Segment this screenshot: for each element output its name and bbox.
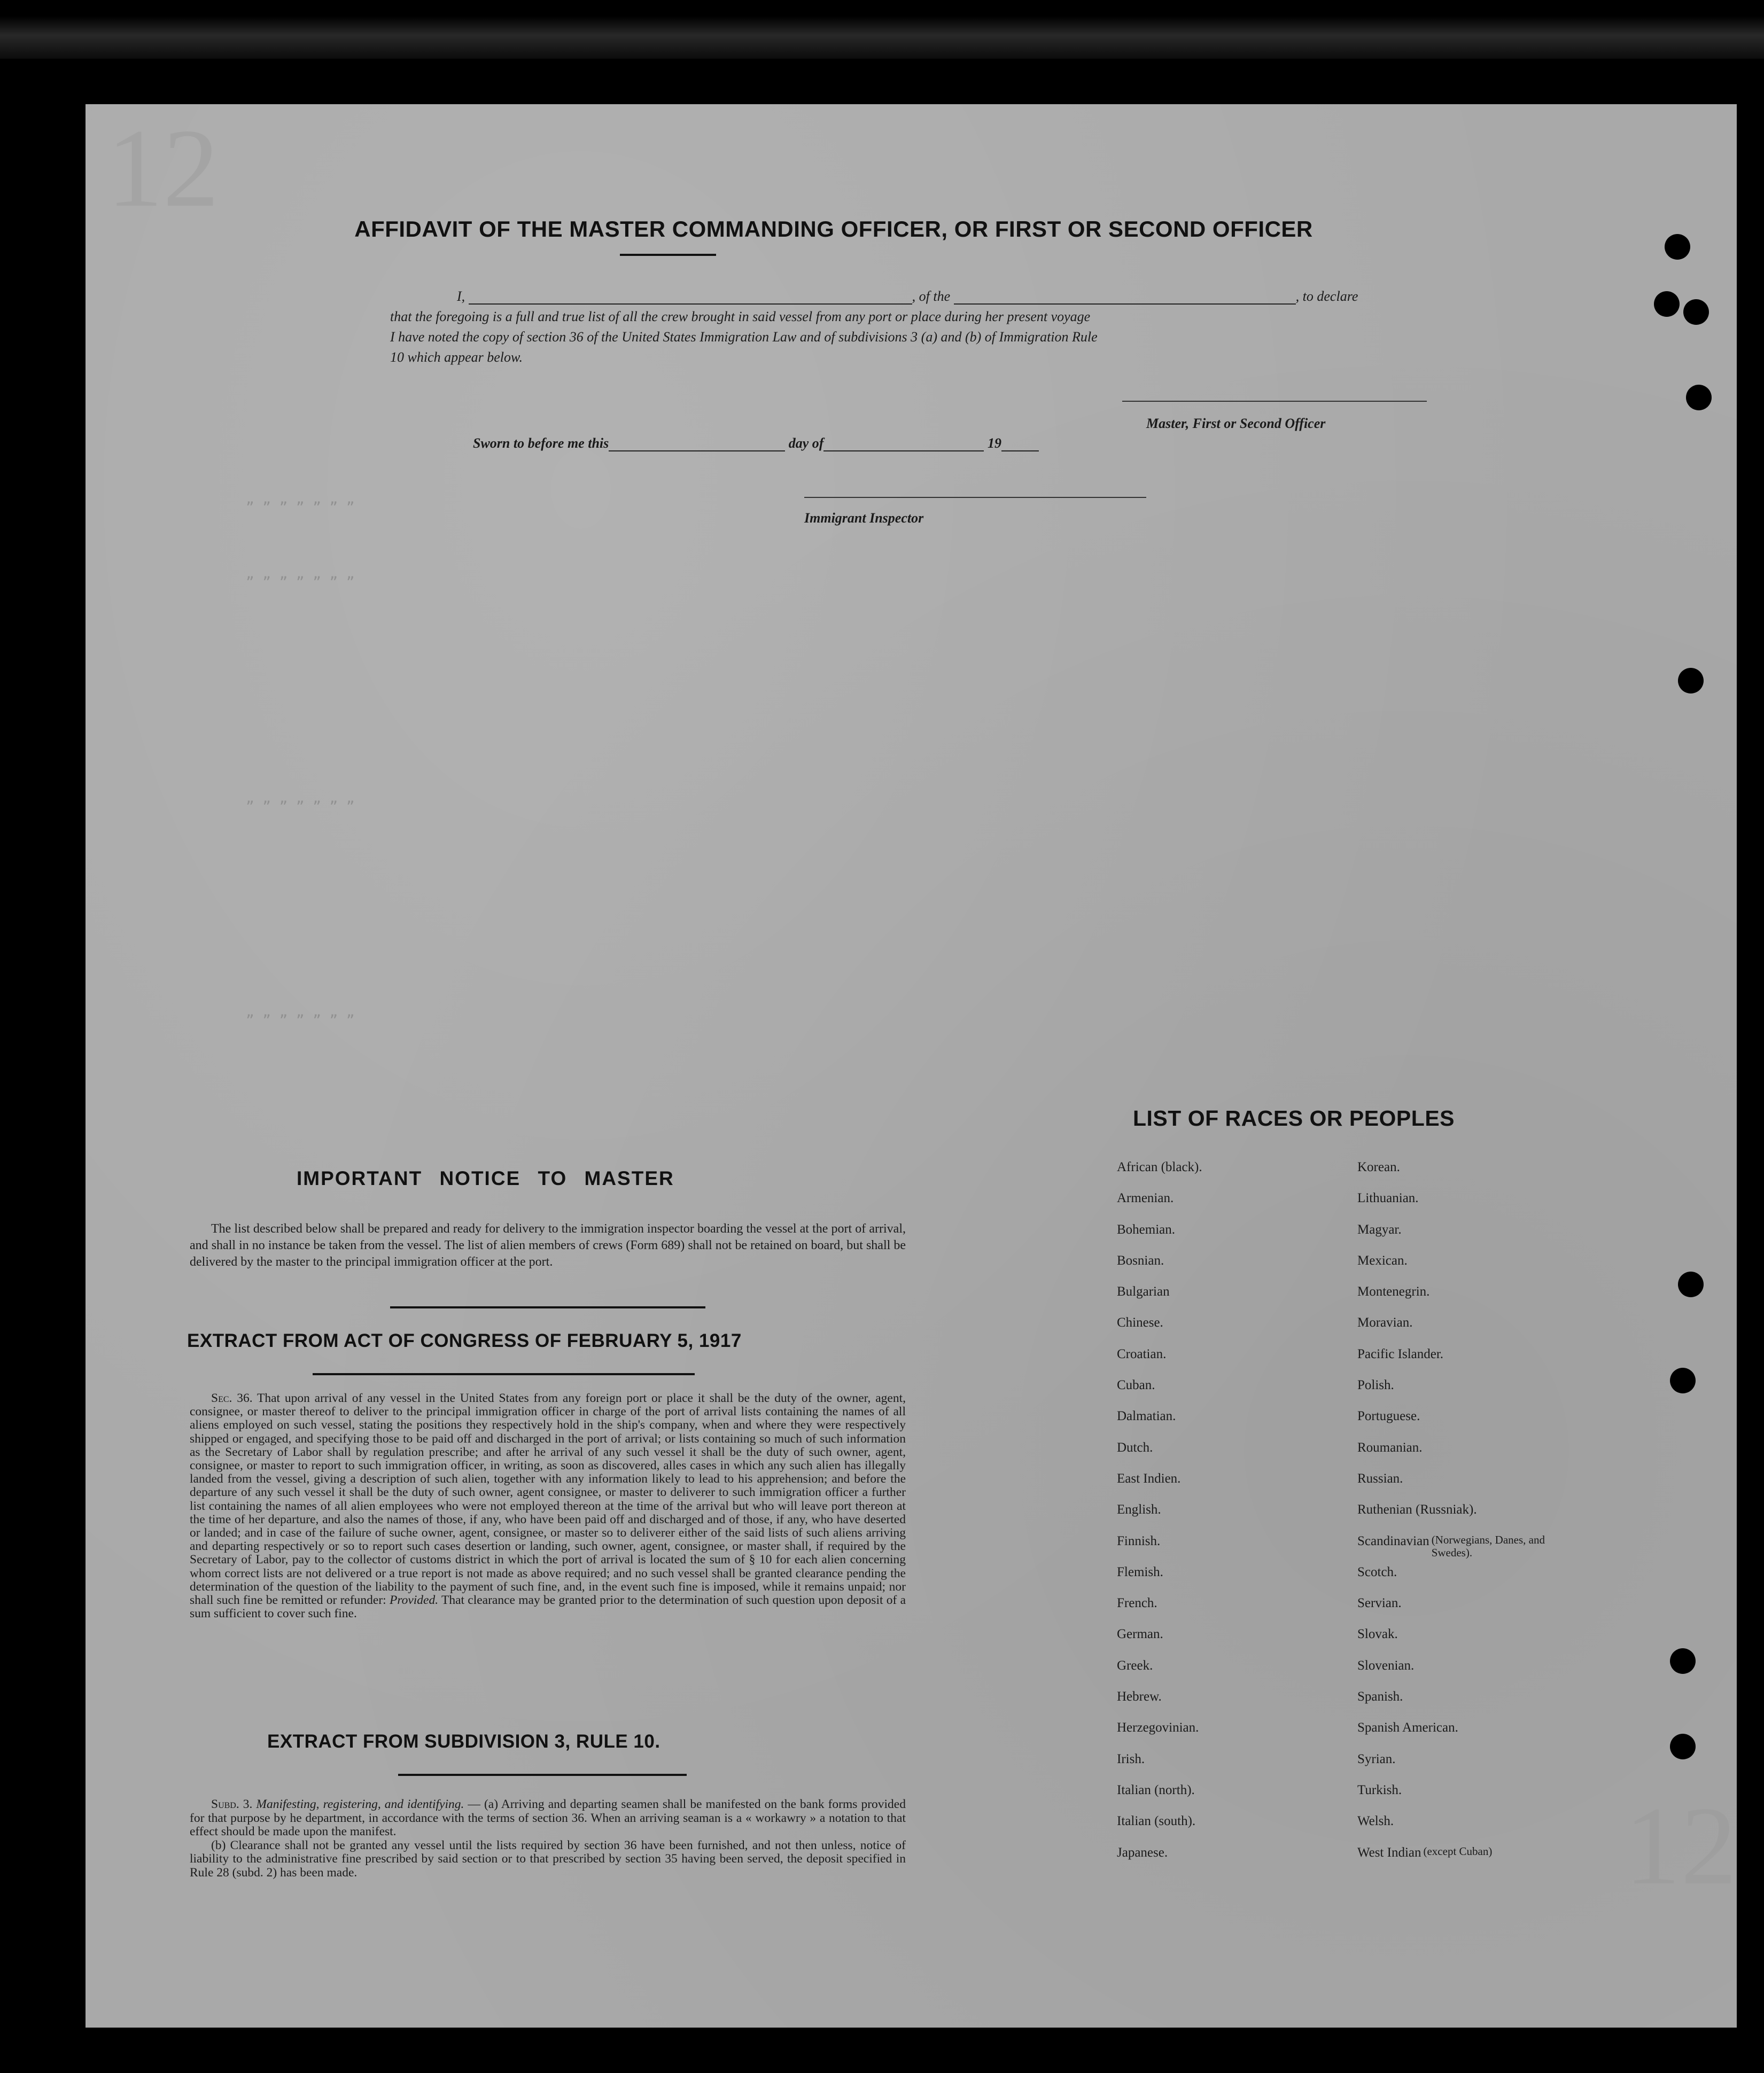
race-item: [1117, 1782, 1202, 1813]
affidavit-line-3: I have noted the copy of section 36 of the United States Immigration Law and of subdivisions 3 (a) and (b) of Immigration Rule: [390, 329, 1098, 345]
race-item: [1357, 1626, 1587, 1657]
race-item: [1357, 1720, 1587, 1751]
subdivision-extract-heading: EXTRACT FROM SUBDIVISION 3, RULE 10.: [267, 1731, 660, 1752]
race-name: Armenian.: [1117, 1191, 1174, 1206]
race-item: [1117, 1408, 1202, 1439]
punch-hole: [1683, 299, 1709, 325]
race-item: [1117, 1159, 1202, 1190]
affidavit-declare-label: , to declare: [1295, 289, 1358, 304]
race-note: (Norwegians, Danes, and Swedes).: [1431, 1533, 1545, 1559]
race-item: [1117, 1595, 1202, 1626]
race-item: [1357, 1222, 1587, 1253]
act-body-end: That clearance may be granted prior to the determination of such question upon deposit of a sum sufficient to cover such fine.: [190, 1593, 906, 1621]
race-item: [1357, 1658, 1587, 1689]
race-name: Irish.: [1117, 1751, 1145, 1766]
race-name: Dalmatian.: [1117, 1409, 1176, 1424]
sworn-year: 19: [987, 435, 1001, 451]
act-divider: [313, 1373, 695, 1375]
race-item: [1117, 1346, 1202, 1377]
race-name: Lithuanian.: [1357, 1191, 1419, 1206]
race-item: [1357, 1751, 1587, 1782]
race-item: [1117, 1720, 1202, 1751]
notice-divider: [390, 1306, 705, 1308]
race-item: [1357, 1315, 1587, 1346]
race-name: Bohemian.: [1117, 1222, 1176, 1237]
punch-hole: [1670, 1648, 1696, 1674]
race-name: Korean.: [1357, 1160, 1400, 1174]
race-name: Slovak.: [1357, 1627, 1398, 1642]
race-item: [1357, 1284, 1587, 1315]
race-name: Magyar.: [1357, 1222, 1402, 1237]
inspector-signature-line: [804, 497, 1146, 498]
race-note: (except Cuban): [1423, 1844, 1493, 1858]
master-signature-line: [1122, 401, 1427, 402]
race-item: [1357, 1845, 1587, 1876]
race-item: [1357, 1813, 1587, 1844]
master-signature-label: Master, First or Second Officer: [1146, 416, 1326, 431]
race-item: [1357, 1782, 1587, 1813]
race-name: Finnish.: [1117, 1533, 1161, 1548]
race-name: German.: [1117, 1627, 1163, 1642]
bleed-through-text: ” ” ” ” ” ” ”: [246, 574, 355, 590]
sworn-month-blank: [823, 437, 984, 451]
punch-hole: [1665, 234, 1690, 260]
bleed-through-number: 12: [107, 106, 219, 230]
race-item: [1117, 1315, 1202, 1346]
race-name: Greek.: [1117, 1658, 1153, 1673]
race-name: Croatian.: [1117, 1346, 1167, 1361]
bleed-through-text: ” ” ” ” ” ” ”: [246, 799, 355, 815]
race-name: Bosnian.: [1117, 1253, 1164, 1268]
subdivision-para-a-text: — (a) Arriving and departing seamen shall be manifested on the bank forms provided for that purpose by he department, in accordance with the terms of section 36. When an arriving seaman is a « workawry » a notation to that effect should be made upon the manifest.: [190, 1797, 906, 1838]
declarant-name-blank: [469, 290, 912, 305]
race-item: [1357, 1564, 1587, 1595]
race-item: [1357, 1253, 1587, 1284]
race-item: [1117, 1190, 1202, 1221]
subdivision-title: Manifesting, registering, and identifying.: [256, 1797, 464, 1811]
race-name: West Indian: [1357, 1845, 1421, 1860]
affidavit-i-label: I,: [457, 289, 465, 304]
race-item: [1357, 1190, 1587, 1221]
race-name: Cuban.: [1117, 1378, 1155, 1393]
race-item: [1117, 1502, 1202, 1533]
race-name: Montenegrin.: [1357, 1284, 1430, 1299]
act-extract-heading: EXTRACT FROM ACT OF CONGRESS OF FEBRUARY 5, 1917: [187, 1330, 742, 1351]
race-name: Welsh.: [1357, 1814, 1394, 1829]
race-item: [1117, 1377, 1202, 1408]
subdivision-extract-text: [190, 1798, 906, 1880]
race-name: Mexican.: [1357, 1253, 1408, 1268]
races-list-left: [1117, 1159, 1202, 1876]
race-name: Russian.: [1357, 1471, 1403, 1486]
punch-hole: [1670, 1368, 1696, 1393]
subdivision-para-b: (b) Clearance shall not be granted any vessel until the lists required by section 36 have been furnished, and not then unless, notice of liability to the administrative fine prescribed by said section or to that prescribed by section 35 having been served, the deposit specified in Rule 28 (subd. 2) has been made.: [190, 1838, 906, 1880]
race-item: [1357, 1408, 1587, 1439]
affidavit-line-4: 10 which appear below.: [390, 349, 523, 365]
race-name: Turkish.: [1357, 1782, 1402, 1797]
race-name: Hebrew.: [1117, 1689, 1162, 1704]
race-item: [1117, 1222, 1202, 1253]
sworn-year-blank: [1001, 437, 1039, 451]
race-name: Italian (north).: [1117, 1782, 1195, 1797]
race-item: [1357, 1689, 1587, 1720]
race-name: Syrian.: [1357, 1751, 1396, 1766]
important-notice-paragraph: The list described below shall be prepared and ready for delivery to the immigration inspector boarding the vessel at the port of arrival, and shall in no instance be taken from the vessel. The list of alien members of crews (Form 689) shall not be retained on board, but shall be delivered by the master to the principal immigration officer at the port.: [190, 1222, 906, 1269]
race-name: Ruthenian (Russniak).: [1357, 1502, 1477, 1517]
race-item: [1117, 1845, 1202, 1876]
bleed-through-text: ” ” ” ” ” ” ”: [246, 1012, 355, 1028]
race-item: [1117, 1626, 1202, 1657]
race-item: [1357, 1502, 1587, 1533]
race-name: Bulgarian: [1117, 1284, 1170, 1299]
punch-hole: [1670, 1734, 1696, 1759]
race-name: Servian.: [1357, 1596, 1402, 1611]
race-name: Flemish.: [1117, 1564, 1163, 1579]
race-item: [1357, 1440, 1587, 1471]
race-name: Moravian.: [1357, 1315, 1413, 1330]
race-item: [1117, 1658, 1202, 1689]
subdivision-para-a: [190, 1798, 906, 1839]
race-name: Portuguese.: [1357, 1409, 1420, 1424]
race-item: [1117, 1751, 1202, 1782]
inspector-signature-label: Immigrant Inspector: [804, 510, 924, 526]
race-item: [1117, 1253, 1202, 1284]
race-name: Pacific Islander.: [1357, 1346, 1444, 1361]
affidavit-line-1: [457, 289, 1358, 305]
races-heading: LIST OF RACES OR PEOPLES: [1133, 1106, 1455, 1131]
act-body: That upon arrival of any vessel in the United States from any foreign port or place it shall be the duty of the owner, agent, consignee, or master thereof to deliver to the principal immigration officer in charge of the port of arrival lists containing the names of all aliens employed on such vessel, stating the positions they respectively hold in the ship's company, when and where they were respectively shipped or engaged, and specifying those to be paid off and discharged in the port of arrival; or lists containing so much of such information as the Secretary of Labor shall by regulation prescribe; and after he arrival of any such vessel it shall be the duty of such owner, agent, consignee, or master to report to such immigration officer, in writing, as soon as discovered, alles cases in which any such alien has illegally landed from the vessel, giving a description of such alien, together with any information likely to lead to his apprehension; and before the departure of any such vessel it shall be the duty of such owner, agent consignee, or master to deliverer to such immigration officer a further list containing the names of all alien employees who were not employed thereon at the time of the arrival but who will leave port thereon at the time of her departure, and also the names of those, if any, who have been paid off and discharged and of those, if any, who have deserted or landed; and in case of the failure of suche owner, agent, consignee, or master so to deliverer either of the said lists of such aliens arriving and departing respectively or so to report such cases desertion or landing, such owner, agent, consignee, or master shall, if required by the Secretary of Labor, pay to the collector of customs district in which the port of arrival is located the sum of § 10 for each alien concerning whom correct lists are not delivered or a true report is not made as above required; and no such vessel shall be granted clearance pending the determination of the question of the liability to the payment of such fine, and, in the event such fine is imposed, while it remains unpaid; nor shall such fine be remitted or refunder:: [190, 1391, 906, 1608]
race-name: Chinese.: [1117, 1315, 1163, 1330]
act-section-label: Sec. 36.: [211, 1391, 253, 1405]
punch-hole: [1686, 385, 1712, 410]
title-divider: [620, 254, 716, 256]
race-name: Spanish.: [1357, 1689, 1403, 1704]
race-name: African (black).: [1117, 1160, 1202, 1174]
subdivision-divider: [398, 1774, 687, 1776]
race-name: East Indien.: [1117, 1471, 1181, 1486]
subdivision-label: Subd. 3.: [211, 1797, 253, 1811]
race-item: [1117, 1533, 1202, 1564]
race-name: Scandinavian: [1357, 1533, 1429, 1548]
sworn-day-blank: [609, 437, 785, 451]
affidavit-line-2: that the foregoing is a full and true list of all the crew brought in said vessel from any port or place during her present voyage: [390, 309, 1091, 324]
document-page: [86, 104, 1737, 2028]
sworn-day-of: day of: [788, 435, 824, 451]
punch-hole: [1678, 1272, 1704, 1297]
sworn-line: [473, 435, 1039, 451]
affidavit-of-the-label: , of the: [912, 289, 951, 304]
bleed-through-text: ” ” ” ” ” ” ”: [246, 500, 355, 516]
race-name: English.: [1117, 1502, 1161, 1517]
race-name: Roumanian.: [1357, 1440, 1423, 1455]
race-item: [1117, 1284, 1202, 1315]
act-extract-text: [190, 1392, 906, 1620]
race-name: Spanish American.: [1357, 1720, 1458, 1735]
race-name: Slovenian.: [1357, 1658, 1415, 1673]
race-item: [1117, 1689, 1202, 1720]
race-item: [1117, 1440, 1202, 1471]
important-notice-heading: IMPORTANT NOTICE TO MASTER: [297, 1167, 674, 1189]
race-name: Italian (south).: [1117, 1814, 1196, 1829]
sworn-prefix: Sworn to before me this: [473, 435, 609, 451]
vessel-name-blank: [954, 290, 1296, 305]
race-name: Scotch.: [1357, 1564, 1397, 1579]
bleed-through-number: 12: [1625, 1784, 1737, 1908]
race-item: [1357, 1159, 1587, 1190]
races-list-right: [1357, 1159, 1587, 1876]
race-name: French.: [1117, 1596, 1157, 1611]
act-paragraph: [190, 1392, 906, 1620]
race-item: [1357, 1471, 1587, 1502]
race-item: [1117, 1471, 1202, 1502]
race-name: Dutch.: [1117, 1440, 1153, 1455]
scanner-edge: [0, 16, 1764, 59]
punch-hole: [1654, 291, 1680, 317]
affidavit-title: AFFIDAVIT OF THE MASTER COMMANDING OFFICER, OR FIRST OR SECOND OFFICER: [354, 216, 1313, 241]
important-notice-text: [190, 1221, 906, 1271]
race-item: [1117, 1813, 1202, 1844]
race-item: [1357, 1533, 1587, 1564]
race-name: Polish.: [1357, 1378, 1394, 1393]
race-item: [1357, 1595, 1587, 1626]
punch-hole: [1678, 668, 1704, 693]
race-item: [1357, 1346, 1587, 1377]
race-item: [1357, 1377, 1587, 1408]
race-item: [1117, 1564, 1202, 1595]
race-name: Japanese.: [1117, 1845, 1168, 1860]
race-name: Herzegovinian.: [1117, 1720, 1199, 1735]
act-provided-word: Provided.: [389, 1593, 439, 1608]
